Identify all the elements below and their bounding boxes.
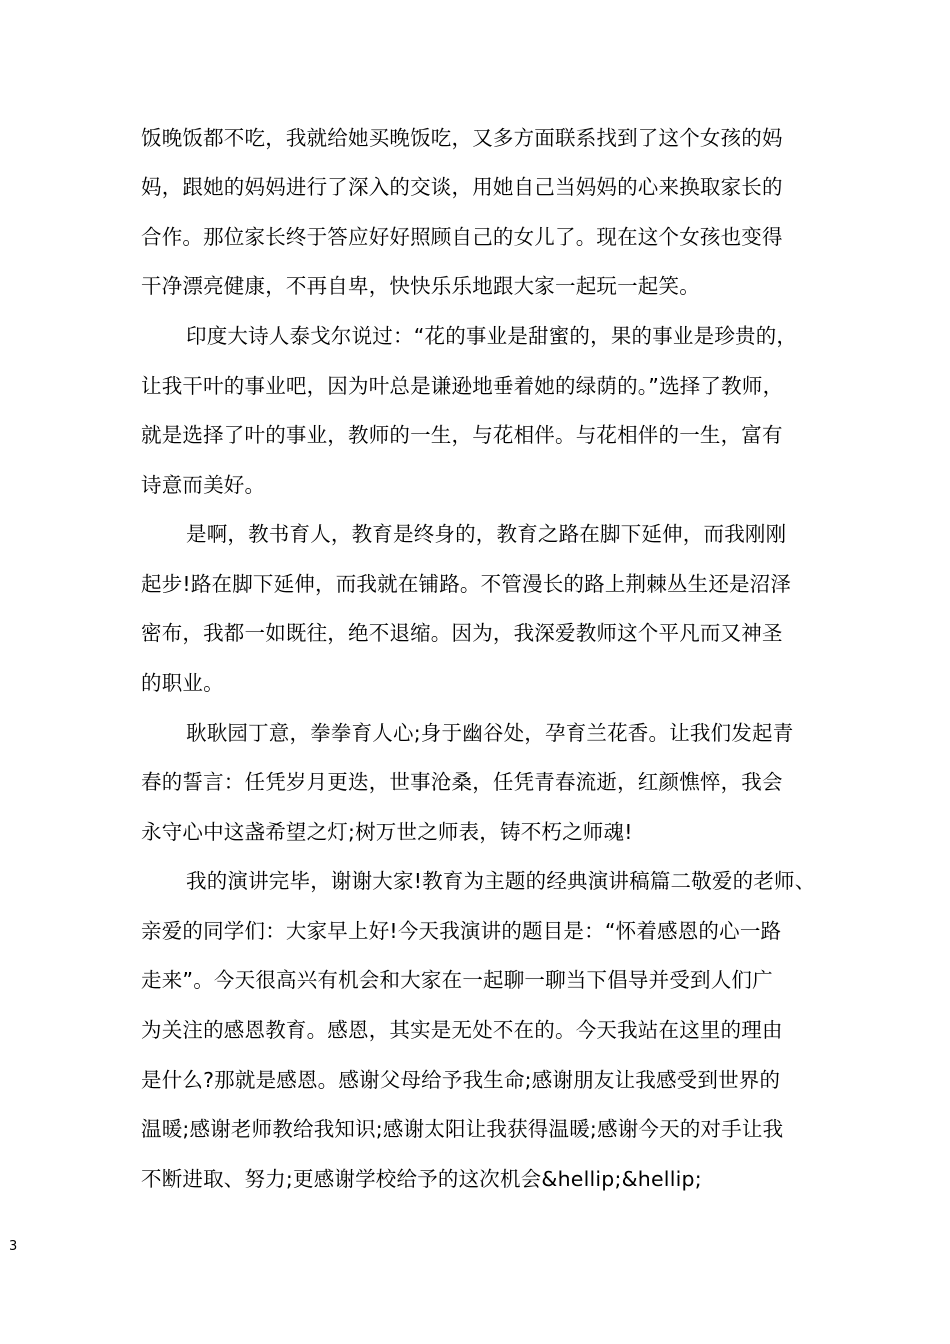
- text-line: 亲爱的同学们：大家早上好!今天我演讲的题目是：“怀着感恩的心一路: [141, 919, 782, 943]
- paragraph-start-line: 耿耿园丁意，拳拳育人心;身于幽谷处，孕育兰花香。让我们发起青: [186, 721, 794, 745]
- text-line: 干净漂亮健康，不再自卑，快快乐乐地跟大家一起玩一起笑。: [141, 274, 700, 298]
- paragraph-start-line: 我的演讲完毕，谢谢大家!教育为主题的经典演讲稿篇二敬爱的老师、: [186, 869, 816, 893]
- text-line: 温暖;感谢老师教给我知识;感谢太阳让我获得温暖;感谢今天的对手让我: [141, 1117, 784, 1141]
- text-line: 为关注的感恩教育。感恩，其实是无处不在的。今天我站在这里的理由: [141, 1018, 783, 1042]
- text-line: 是什么?那就是感恩。感谢父母给予我生命;感谢朋友让我感受到世界的: [141, 1068, 781, 1092]
- text-line: 妈，跟她的妈妈进行了深入的交谈，用她自己当妈妈的心来换取家长的: [141, 175, 783, 199]
- text-line: 让我干叶的事业吧，因为叶总是谦逊地垂着她的绿荫的。”选择了教师，: [141, 374, 784, 398]
- paragraph-start-line: 印度大诗人泰戈尔说过：“花的事业是甜蜜的，果的事业是珍贵的，: [186, 324, 798, 348]
- text-line: 诗意而美好。: [141, 473, 266, 497]
- text-line: 不断进取、努力;更感谢学校给予的这次机会&hellip;&hellip;: [141, 1167, 702, 1191]
- text-line: 春的誓言：任凭岁月更迭，世事沧桑，任凭青春流逝，红颜憔悴，我会: [141, 770, 783, 794]
- text-line: 走来”。今天很高兴有机会和大家在一起聊一聊当下倡导并受到人们广: [141, 968, 773, 992]
- page-number: 3: [9, 1239, 18, 1254]
- text-line: 永守心中这盏希望之灯;树万世之师表，铸不朽之师魂!: [141, 820, 633, 844]
- text-line: 的职业。: [141, 671, 224, 695]
- text-line: 就是选择了叶的事业，教师的一生，与花相伴。与花相伴的一生，富有: [141, 423, 783, 447]
- text-line: 饭晚饭都不吃，我就给她买晚饭吃，又多方面联系找到了这个女孩的妈: [141, 126, 783, 150]
- paragraph-start-line: 是啊，教书育人，教育是终身的，教育之路在脚下延伸，而我刚刚: [186, 522, 787, 546]
- text-line: 起步!路在脚下延伸，而我就在铺路。不管漫长的路上荆棘丛生还是沼泽: [141, 572, 792, 596]
- text-line: 合作。那位家长终于答应好好照顾自己的女儿了。现在这个女孩也变得: [141, 225, 783, 249]
- text-line: 密布，我都一如既往，绝不退缩。因为，我深爱教师这个平凡而又神圣: [141, 621, 783, 645]
